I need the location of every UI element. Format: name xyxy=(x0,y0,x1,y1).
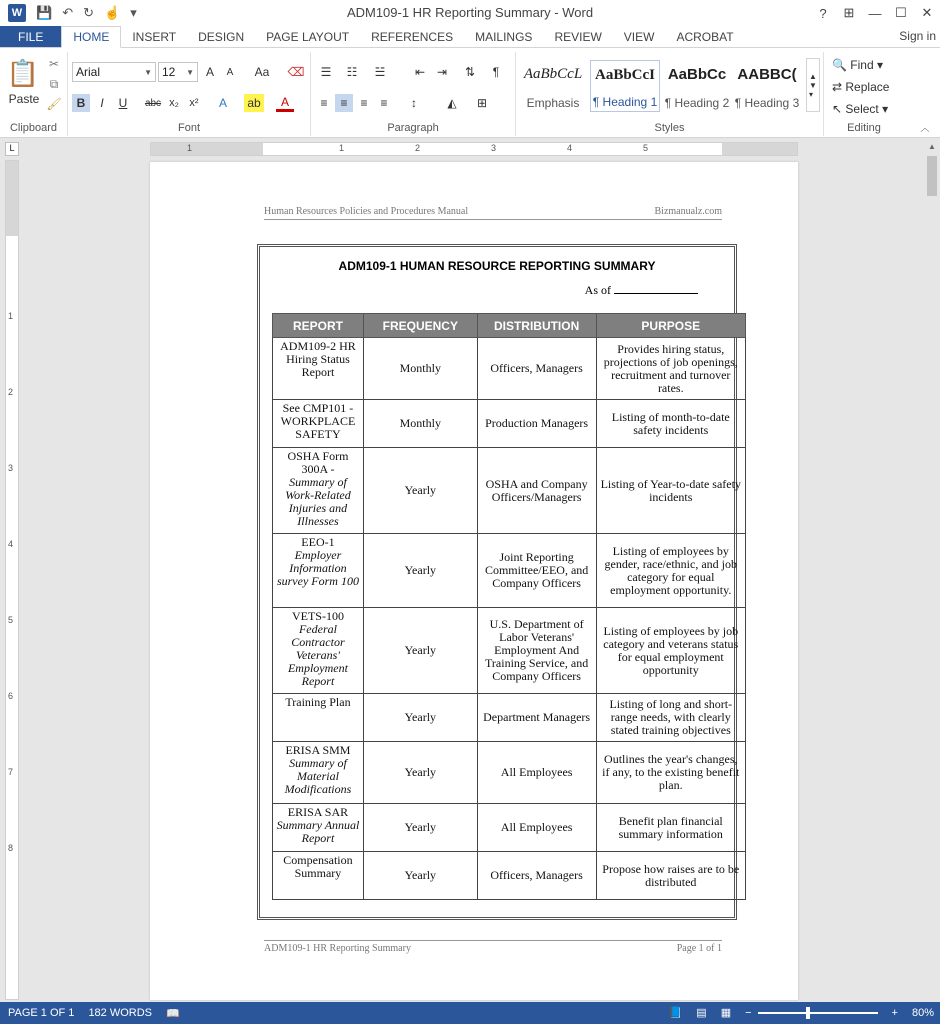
report-name: OSHA Form 300A - xyxy=(287,449,349,476)
as-of-label: As of xyxy=(584,283,611,297)
purpose-cell[interactable]: Outlines the year's changes, if any, to the existing benefit plan. xyxy=(596,742,745,804)
footer-right: Page 1 of 1 xyxy=(676,943,722,954)
highlight-icon[interactable]: ab xyxy=(244,94,264,112)
report-name: EEO-1 xyxy=(301,535,335,549)
page-header xyxy=(264,206,722,220)
align-left-icon[interactable]: ≡ xyxy=(320,96,328,110)
read-mode-icon[interactable]: 📘 xyxy=(668,1007,683,1019)
distribution-cell[interactable]: Officers, Managers xyxy=(477,852,596,900)
scroll-up-icon[interactable]: ▲ xyxy=(928,142,936,151)
vertical-ruler[interactable] xyxy=(5,160,19,1000)
report-cell[interactable] xyxy=(273,448,364,534)
ruler-number: 3 xyxy=(491,143,497,153)
font-name-value: Arial xyxy=(76,65,101,79)
zoom-slider-thumb[interactable] xyxy=(806,1007,810,1019)
report-name: ADM109-2 HR Hiring Status Report xyxy=(280,339,356,379)
undo-icon[interactable]: ↶ xyxy=(62,5,74,20)
font-size-combo[interactable] xyxy=(158,62,198,82)
window-title: ADM109-1 HR Reporting Summary - Word xyxy=(346,5,594,20)
page-count[interactable]: PAGE 1 OF 1 xyxy=(8,1007,75,1019)
style-name: ¶ Heading 1 xyxy=(592,95,658,109)
column-header: FREQUENCY xyxy=(363,314,477,338)
ruler-number: 7 xyxy=(8,767,14,777)
style-heading-3[interactable] xyxy=(732,60,802,112)
ruler-number: 5 xyxy=(8,615,14,625)
distribution-cell[interactable]: Department Managers xyxy=(477,694,596,742)
ruler-number: 4 xyxy=(8,539,14,549)
ruler-number: 8 xyxy=(8,843,14,853)
align-center-icon[interactable]: ≡ xyxy=(335,94,353,112)
distribution-cell[interactable]: All Employees xyxy=(477,742,596,804)
report-cell[interactable] xyxy=(273,694,364,742)
column-header: DISTRIBUTION xyxy=(477,314,596,338)
page-footer xyxy=(264,940,722,954)
table-row xyxy=(273,534,746,608)
chevron-down-icon: ▼ xyxy=(144,67,152,77)
tab-mailings[interactable]: MAILINGS xyxy=(475,29,533,44)
ruler-number: 1 xyxy=(339,143,345,153)
text-effects-icon[interactable]: A xyxy=(218,96,227,110)
report-name: Training Plan xyxy=(285,695,351,709)
table-header-row xyxy=(273,314,746,338)
column-header: REPORT xyxy=(273,314,364,338)
ruler-number: 4 xyxy=(567,143,573,153)
frequency-cell[interactable]: Yearly xyxy=(363,742,477,804)
styles-label: Styles xyxy=(654,122,685,134)
shading-icon[interactable]: ◭ xyxy=(447,96,457,110)
purpose-cell[interactable]: Provides hiring status, projections of job openings, recruitment and turnover rates. xyxy=(596,338,745,400)
grow-font-icon[interactable]: A xyxy=(205,65,214,79)
replace-icon: ⇄ xyxy=(832,80,846,94)
table-row xyxy=(273,742,746,804)
frequency-cell[interactable]: Yearly xyxy=(363,448,477,534)
find-button[interactable]: 🔍 Find ▾ xyxy=(832,58,883,72)
font-group xyxy=(68,52,311,136)
tab-home[interactable]: HOME xyxy=(61,26,121,48)
report-cell[interactable] xyxy=(273,852,364,900)
zoom-controls xyxy=(661,1006,934,1019)
purpose-cell[interactable]: Benefit plan financial summary information xyxy=(596,804,745,852)
status-bar xyxy=(0,1002,940,1024)
proofing-icon[interactable]: 📖 xyxy=(166,1007,180,1020)
ribbon xyxy=(0,48,940,138)
style-heading-2[interactable] xyxy=(662,60,732,112)
style-sample: AaBbCcL xyxy=(523,66,583,82)
ruler-right-margin xyxy=(722,143,797,155)
horizontal-ruler[interactable] xyxy=(150,142,798,156)
style-name: ¶ Heading 3 xyxy=(734,96,800,110)
numbering-icon[interactable]: ☷ xyxy=(346,65,358,79)
report-name: See CMP101 - WORKPLACE SAFETY xyxy=(280,401,356,441)
report-name: VETS-100 xyxy=(291,609,344,623)
report-subtitle: Summary Annual Report xyxy=(276,818,360,845)
change-case-icon[interactable]: Aa xyxy=(254,65,270,79)
decrease-indent-icon[interactable]: ⇤ xyxy=(414,65,426,79)
redo-icon[interactable]: ↻ xyxy=(83,5,94,20)
align-right-icon[interactable]: ≡ xyxy=(360,96,368,110)
distribution-cell[interactable]: Joint Reporting Committee/EEO, and Company Officers xyxy=(477,534,596,608)
column-header: PURPOSE xyxy=(596,314,745,338)
frequency-cell[interactable]: Monthly xyxy=(363,338,477,400)
touch-mode-icon[interactable]: ☝ xyxy=(104,5,121,20)
ribbon-display-button[interactable]: ⊞ xyxy=(843,5,855,20)
tab-references[interactable]: REFERENCES xyxy=(371,29,454,44)
frequency-cell[interactable]: Yearly xyxy=(363,534,477,608)
clipboard-label: Clipboard xyxy=(9,122,58,134)
web-layout-icon[interactable]: ▦ xyxy=(720,1007,732,1019)
purpose-cell[interactable]: Listing of employees by gender, race/ethnic, and job category for equal employment opportunity. xyxy=(596,534,745,608)
distribution-cell[interactable]: OSHA and Company Officers/Managers xyxy=(477,448,596,534)
borders-icon[interactable]: ⊞ xyxy=(476,96,488,110)
tab-insert[interactable]: INSERT xyxy=(132,29,177,44)
document-page[interactable] xyxy=(150,162,798,1000)
purpose-cell[interactable]: Propose how raises are to be distributed xyxy=(596,852,745,900)
tab-acrobat[interactable]: ACROBAT xyxy=(676,29,734,44)
paragraph-label: Paragraph xyxy=(387,122,439,134)
replace-label: Replace xyxy=(845,80,890,94)
style-name: Emphasis xyxy=(526,96,580,110)
report-subtitle: Employer Information survey Form 100 xyxy=(276,548,359,588)
frequency-cell[interactable]: Yearly xyxy=(363,694,477,742)
table-row xyxy=(273,448,746,534)
report-subtitle: Summary of Work-Related Injuries and Illnesses xyxy=(285,475,351,528)
tab-view[interactable]: VIEW xyxy=(623,29,655,44)
ruler-number: 2 xyxy=(415,143,421,153)
as-of-line[interactable] xyxy=(585,283,698,298)
frequency-cell[interactable]: Yearly xyxy=(363,852,477,900)
distribution-cell[interactable]: Production Managers xyxy=(477,400,596,448)
as-of-blank xyxy=(614,284,698,294)
font-label: Font xyxy=(177,122,200,134)
document-title[interactable]: ADM109-1 HUMAN RESOURCE REPORTING SUMMARY xyxy=(338,259,656,273)
footer-left: ADM109-1 HR Reporting Summary xyxy=(264,943,411,954)
zoom-out-icon[interactable]: − xyxy=(745,1006,752,1019)
editing-label: Editing xyxy=(847,122,881,134)
style-heading-1[interactable] xyxy=(590,60,660,112)
tab-review[interactable]: REVIEW xyxy=(554,29,602,44)
paragraph-group xyxy=(311,52,516,136)
ruler-number: 5 xyxy=(643,143,649,153)
select-icon: ↖ xyxy=(832,102,846,116)
minimize-button[interactable]: — xyxy=(868,5,882,21)
style-sample: AaBbCcI xyxy=(594,67,655,83)
tab-file[interactable]: FILE xyxy=(0,26,61,47)
justify-icon[interactable]: ≡ xyxy=(380,96,388,110)
scroll-thumb[interactable] xyxy=(927,156,937,196)
purpose-cell[interactable]: Listing of employees by job category and veterans status for equal employment opportunity xyxy=(596,608,745,694)
zoom-level[interactable]: 80% xyxy=(911,1006,934,1019)
sign-in-link[interactable]: Sign in xyxy=(899,29,936,43)
report-subtitle: Summary of Material Modifications xyxy=(284,756,352,796)
header-left: Human Resources Policies and Procedures Manual xyxy=(264,206,469,217)
purpose-cell[interactable]: Listing of long and short-range needs, with clearly stated training objectives xyxy=(596,694,745,742)
table-row xyxy=(273,694,746,742)
report-cell[interactable] xyxy=(273,534,364,608)
show-marks-icon[interactable]: ¶ xyxy=(492,65,500,79)
frequency-cell[interactable]: Yearly xyxy=(363,804,477,852)
font-color-icon[interactable]: A xyxy=(276,94,294,112)
styles-scroll-icon[interactable]: ▲ ▼ ▾ xyxy=(806,58,820,112)
ruler-top-margin xyxy=(6,161,18,236)
frequency-cell[interactable]: Monthly xyxy=(363,400,477,448)
distribution-cell[interactable]: U.S. Department of Labor Veterans' Employment And Training Service, and Company Officers xyxy=(477,608,596,694)
frequency-cell[interactable]: Yearly xyxy=(363,608,477,694)
style-name: ¶ Heading 2 xyxy=(664,96,730,110)
table-row xyxy=(273,852,746,900)
ruler-left-margin xyxy=(151,143,263,155)
replace-button[interactable] xyxy=(832,78,904,96)
shrink-font-icon[interactable]: A xyxy=(226,66,234,78)
table-row xyxy=(273,608,746,694)
zoom-slider[interactable] xyxy=(758,1012,878,1014)
ruler-number: 1 xyxy=(8,311,14,321)
superscript-button[interactable]: x² xyxy=(189,97,199,109)
copy-icon[interactable]: ⧉ xyxy=(49,76,59,91)
page-border-frame xyxy=(257,244,741,920)
line-spacing-icon[interactable]: ↕ xyxy=(411,96,417,110)
report-cell[interactable] xyxy=(273,608,364,694)
strikethrough-button[interactable]: abc xyxy=(144,97,162,109)
collapse-ribbon-icon[interactable]: ︿ xyxy=(920,122,930,133)
ruler-number: 3 xyxy=(8,463,14,473)
report-cell[interactable] xyxy=(273,804,364,852)
word-count[interactable]: 182 WORDS xyxy=(88,1007,153,1019)
report-name: ERISA SMM xyxy=(285,743,351,757)
distribution-cell[interactable]: All Employees xyxy=(477,804,596,852)
clear-formatting-icon[interactable]: ⌫ xyxy=(287,65,305,79)
purpose-cell[interactable]: Listing of month-to-date safety incidents xyxy=(596,400,745,448)
style-sample: AaBbCc xyxy=(667,66,727,83)
ruler-number: 6 xyxy=(8,691,14,701)
print-layout-icon[interactable]: ▤ xyxy=(696,1007,707,1019)
subscript-button[interactable]: x₂ xyxy=(169,97,179,109)
style-emphasis[interactable] xyxy=(518,60,588,112)
multilevel-list-icon[interactable]: ☱ xyxy=(374,65,386,79)
title-bar xyxy=(0,0,940,26)
table-row xyxy=(273,400,746,448)
styles-group xyxy=(516,52,824,136)
maximize-button[interactable]: ☐ xyxy=(895,5,907,20)
report-subtitle: Federal Contractor Veterans' Employment Report xyxy=(287,622,348,688)
format-painter-icon[interactable]: 🖌 xyxy=(46,97,62,111)
header-right: Bizmanualz.com xyxy=(654,206,722,217)
save-icon[interactable]: 💾 xyxy=(36,5,53,20)
font-size-value: 12 xyxy=(162,65,176,79)
tab-selector[interactable]: L xyxy=(5,142,19,156)
find-label: Find xyxy=(850,58,874,72)
select-label: Select xyxy=(845,102,879,116)
help-button[interactable]: ? xyxy=(819,5,827,21)
report-name: Compensation Summary xyxy=(283,853,353,880)
customize-qat-icon[interactable]: ▾ xyxy=(130,5,137,20)
clipboard-group xyxy=(0,52,68,136)
ruler-number: 1 xyxy=(187,143,193,153)
select-button[interactable]: ↖ Select ▾ xyxy=(832,102,889,116)
bold-button[interactable]: B xyxy=(72,94,90,112)
editing-group xyxy=(824,52,904,136)
find-icon: 🔍 xyxy=(832,58,851,72)
table-row xyxy=(273,338,746,400)
close-button[interactable]: ✕ xyxy=(921,5,933,20)
table-row xyxy=(273,804,746,852)
report-name: ERISA SAR xyxy=(287,805,349,819)
cut-icon[interactable]: ✂ xyxy=(48,57,60,71)
window-controls xyxy=(810,0,940,26)
font-name-combo[interactable] xyxy=(72,62,156,82)
sort-icon[interactable]: ⇅ xyxy=(464,65,476,79)
style-sample: AABBC( xyxy=(737,66,797,83)
italic-button[interactable]: I xyxy=(100,96,104,110)
ruler-number: 2 xyxy=(8,387,14,397)
report-cell[interactable] xyxy=(273,400,364,448)
paste-icon[interactable]: 📋 xyxy=(6,57,40,88)
ribbon-tabs xyxy=(0,26,940,48)
paste-button[interactable]: Paste xyxy=(8,92,40,106)
tab-page-layout[interactable]: PAGE LAYOUT xyxy=(266,29,350,44)
reporting-table xyxy=(272,313,746,900)
underline-button[interactable]: U xyxy=(118,96,128,110)
purpose-cell[interactable]: Listing of Year-to-date safety incidents xyxy=(596,448,745,534)
vertical-scrollbar[interactable] xyxy=(924,142,940,1000)
increase-indent-icon[interactable]: ⇥ xyxy=(436,65,448,79)
distribution-cell[interactable]: Officers, Managers xyxy=(477,338,596,400)
zoom-in-icon[interactable]: + xyxy=(891,1006,898,1019)
tab-design[interactable]: DESIGN xyxy=(198,29,245,44)
bullets-icon[interactable]: ☰ xyxy=(320,65,332,79)
word-logo-icon: W xyxy=(8,4,26,22)
report-cell[interactable] xyxy=(273,338,364,400)
chevron-down-icon: ▼ xyxy=(186,67,194,77)
report-cell[interactable] xyxy=(273,742,364,804)
